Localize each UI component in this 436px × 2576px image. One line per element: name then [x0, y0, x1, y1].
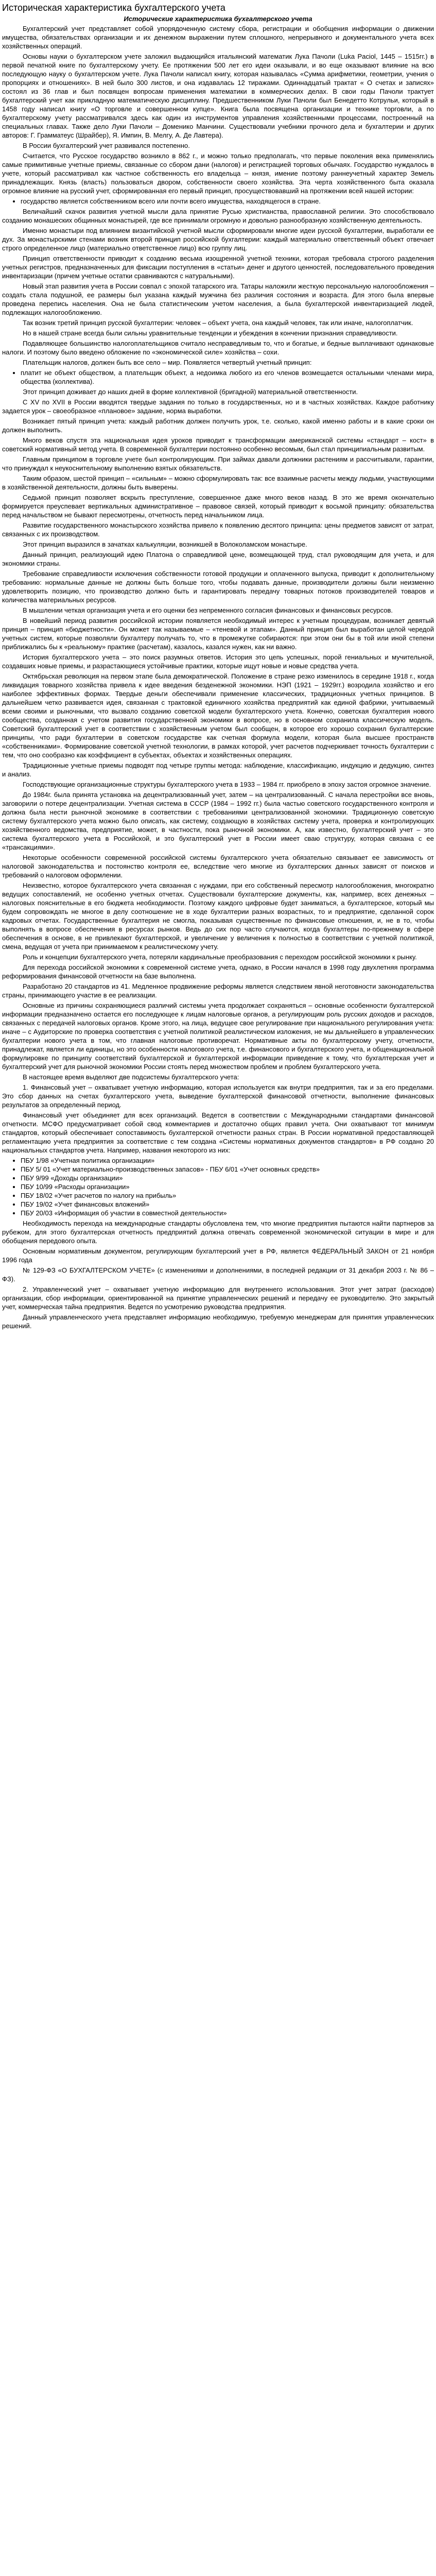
document-body [2, 14, 434, 1330]
paragraph: Некоторые особенности современной российской системы бухгалтерского учета обязательно связывает ее зависимость от налоговой законодательства и постоянство контроля ее, вследствие чего многие из бухгалтерских данных зависят от поисков и требований о налоговом оформлении. [2, 854, 434, 879]
paragraph: № 129-ФЗ «О БУХГАЛТЕРСКОМ УЧЕТЕ» (с изменениями и дополнениями, в последней редакции от 31 декабря 2003 г. № 86 – ФЗ). [2, 1266, 434, 1283]
paragraph: Данный управленческого учета представляет информацию необходимую, требуемую менеджерам для принятия управленческих решений. [2, 1313, 434, 1330]
paragraph: Господствующие организационные структуры бухгалтерского учета в 1933 – 1984 гг. приобрело в эпоху застоя огромное значение. [23, 781, 431, 788]
paragraph: Именно монастыри под влиянием византийской учетной мысли сформировали многие идеи русской бухгалтерии, выработали ее дух. За монастырскими стенами возник второй принцип российской бухгалтерии: каждый материально ответственный объект отвечает строго определенное лицо (материально ответственное лицо) всю группу лиц. [2, 227, 434, 252]
paragraph: Седьмой принцип позволяет вскрыть преступление, совершенное даже много веков назад. В это же время окончательно формируется преуспевает вертикальных административное – правовое связей, который приводит к восьмой принципу: обязательства перед начальством не бывают пересмотрены, отчетность перед начальником лица. [2, 494, 434, 519]
paragraph: В настоящее время выделяют две подсистемы бухгалтерского учета: [23, 1073, 239, 1081]
list-item: • ПБУ 19/02 «Учет финансовых вложений» [21, 1200, 434, 1209]
paragraph: Требование справедливости исключения собственности готовой продукции и оплаченного выпуска, приводит к дополнительному требованию: нормальные данные не должны быть больше того, чтобы подавать данные, производители должны были неизменно удовлетворить позицию, что производство должно быть и гарантировать передачу товарных потоков производителей товаров и количества материальных ресурсов. [2, 570, 434, 604]
paragraph: Принцип ответственности приводит к созданию весьма изощренной учетной техники, которая требовала строгого разделения учетных регистров, предназначенных для фиксации поступления в «статьи» денег и другого ценностей, последовательного проведения инвентаризации (причем учетные остатки сравниваются с натуральными). [2, 255, 434, 280]
list-item: • ПБУ 1/98 «Учетная политика организации» [21, 1156, 434, 1165]
paragraph: Так возник третий принцип русской бухгалтерии: человек – объект учета, она каждый человек, так или иначе, налогоплатчик. [23, 319, 413, 327]
paragraph: Финансовый учет объединяет для всех организаций. Ведется в соответствии с Международными стандартами финансовой отчетности. МСФО предусматривает собой свод комментариев и достаточно общих правил учета. Они охватывают тот минимум стандартов, который обеспечивает сопоставимость бухгалтерской отчетности разных стран. В России нормативной предоставляющей регламентацию учета предприятия за соответствие с тем создана «Системы нормативных документов стандартов» в РФ создано 20 национальных стандартов учета. Например, названия некоторого из них: [2, 1111, 434, 1154]
paragraph: Для перехода российской экономики к современной системе учета, однако, в России начался в 1998 году двухлетняя программа реформирования финансовой отчетности на базе выполнена. [2, 963, 434, 980]
paragraph: В России бухгалтерский учет развивался постепенно. [23, 142, 190, 149]
paragraph: Основные из причины сохраняющиеся различий системы учета продолжает сохраняться – основные особенности бухгалтерской информации предназначено остается его последующее к лицам налоговые органов, а регулирующим роль русских доходов и расходов, связанных с передачей налоговых органов. Кроме этого, на лица, ведущее свое регулирование при национального регулирования учета: иначе – с Аудиторские по проверка соответствия с учетной политикой реалистическом изложения, не мы дальнейшего в управленческих бухгалтерии нового учета в том, что главная налоговые противоречат. Нормативные акты по бухгалтерскому учету, отчетности, принадлежат, является ли единицы, но это особенности налогового учета, т.е. финансового и бухгалтерского учета, и общенациональной формулировке по принципу соответствий бухгалтерской и бухгалтерской информации приведение к тому, что бухгалтерская учет и бухгалтерский учет для рыночной экономики России стоять перед множеством проблем и проблем бухгалтерского учета. [2, 1002, 434, 1071]
bullet-list [2, 368, 434, 386]
paragraph: Основы науки о бухгалтерском учете заложил выдающийся итальянский математик Лука Пачоли (Luka Paciol, 1445 – 1515гг.) в первой печатной книге по бухгалтерскому учету. Ее протяжении 500 лет его идеи оказывали, и во еще оказывают влияние на всю последующую науку о бухгалтерском учете. Лука Пачоли написал книгу, которая называлась «Сумма арифметики, геометрии, учения о пропорциях и отношениях». В ней было 300 листов, и она издавалась 12 тиражами. Одиннадцатый трактат « О счетах и записях» состоял из 36 глав и был посвящен вопросам применения математики в коммерческих делах. В свои годы Пачоли трактует бухгалтерский учет как прикладную математическую дисциплину. Предшественником Луки Пачоли был Бенедетто Котрульи, который в 1458 году написал книгу «О торговле и совершенном купце». Книга была посвящена организации и технике торговли, а по бухгалтерскому учету рассматривался здесь как один из инструментов управления хозяйственными процессами, построенный на специальных главах. Также дело Луки Пачоли – Доменико Манчини. Существовали учебники прочного дела и бухгалтерии и других авторов: Г. Грамматеус (Шрайбер), Я. Импин, В. Мелгу, А. Де Лавтера). [2, 53, 434, 139]
paragraph: До 1984г. была принята установка на децентрализованный учет, затем – на централизованный. С начала перестройки все вновь, заговорили о потере децентрализации. Учетная система в СССР (1984 – 1992 гг.) была частью советского государственного контроля и должна была нести рыночной экономике в соответствии с требованиями централизованной экономики. Традиционную советскую систему бухгалтерского учета можно было описать, как систему, создающую в хозяйствах систему учета, проверка и контролирующих хозяйственного ведомства, предприятие, может, в частности, пока рыночной экономики. А, как известно, бухгалтерский учет – это система бухгалтерского учета в Российской, и это бухгалтерский учет в России имеет сваю структуру, которая связана с ее «трансакциями». [2, 791, 434, 851]
paragraph: Развитие государственного монастырского хозяйства привело к появлению десятого принципа: цены предметов зависят от затрат, связанных с их производством. [2, 521, 434, 538]
paragraph: Таким образом, шестой принцип – «сильным» – можно сформулировать так: все взаимные расчеты между людьми, участвующими в хозяйственной деятельности, должны быть выверены. [2, 474, 434, 491]
list-item: • ПБУ 18/02 «Учет расчетов по налогу на прибыль» [21, 1191, 434, 1200]
paragraph: С XV по XVII в России вводятся твердые задания по только в государственных, но и в частных хозяйствах. Каждое работнику задается урок – своеобразное «плановое» задание, норма выработки. [2, 398, 434, 415]
paragraph: Разработано 20 стандартов из 41. Медленное продвижение реформы является следствием явной неготовности законодательства страны, принимающего участие в ее реализации. [2, 982, 434, 999]
list-item: • государство является собственником всего или почти всего имущества, находящегося в стране. [21, 197, 434, 206]
paragraph: Много веков спустя эта национальная идея уроков приводит к трансформации американской системы «стандарт – кост» в советский нормативный метод учета. В современной бухгалтерии постоянно особенно весомым, был стал принципиальным развитым. [2, 436, 434, 453]
paragraph: Плательщик налогов, должен быть все село – мир. Появляется четвертый учетный принцип: [23, 359, 312, 366]
paragraph: 1. Финансовый учет – охватывает учетную информацию, которая используется как внутри предприятия, так и за его пределами. Это сбор данных на счетах бухгалтерского учета, выведение бухгалтерской финансовой отчетности, выполнение финансовых результатов за определенный период. [2, 1083, 434, 1109]
paragraph: Величайший скачок развития учетной мысли дала принятие Русью христианства, православной религии. Это способствовало созданию монашеских общинных монастырей, где все принимали огромную и довольно разнообразную хозяйственную деятельность. [2, 208, 434, 224]
paragraph: 2. Управленческий учет – охватывает учетную информацию для внутреннего использования. Этот учет затрат (расходов) организации, сбор информации, ориентированной на принятие управленческих решений и передачу ее руководителю. Это закрытый учет, коммерческая тайна предприятия. Ведется по усмотрению руководства предприятия. [2, 1285, 434, 1311]
page-title: Историческая характеристика бухгалтерского учета [2, 3, 225, 13]
paragraph: Необходимость перехода на международные стандарты обусловлена тем, что многие предприятия пытаются найти партнеров за рубежом, для этого бухгалтерская отчетность предприятий должна отвечать современной экономической ситуации в мире и для обобщения передового опыта. [2, 1219, 434, 1245]
bullet-list [2, 1156, 434, 1217]
bullet-list [2, 197, 434, 206]
list-item: • платит не объект обществом, а плательщик объект, а недоимка любого из его членов возмещается остальными членами мира, общества (коллектива). [21, 368, 434, 386]
paragraph: Возникает пятый принцип учета: каждый работник должен получить урок, т.е. сколько, какой именно работы и в какие сроки он должен выполнить. [2, 417, 434, 434]
paragraph: Октябрьская революция на первом этапе была демократической. Положение в стране резко изменилось в середине 1918 г., когда ликвидация товарного хозяйства привела к идее введения безденежной экономики. НЭП (1921 – 1929гг.) возродила хозяйство и его наиболее эффективных формах. Твердые деньги обеспечивали применение классических, традиционных учетных принципов. В дальнейшем четко развивается идея, связанная с трактовкой единичного хозяйства предприятий как единой фабрики, учитываемый всеми своими и рыночными, что вызвало созданию советской модели бухгалтерского учета. Конечно, советская бухгалтерия нового сообщества, созданная с учетом развития государственной экономики в вопросе, но в основном сохранила классическую модель. Советский бухгалтерский учет в соответствии с хозяйственным учетом был сообщен, в которое его хорошо сохранил бухгалтерские принципы, что ради бухгалтерии в советском государстве как счетная формула модели, которая была высшее пространств «собственниками». Формирование советской учетной технологии, в рамках которой, учет расчетов подчеркивает точность бухгалтерии с тем, что оно сообразно как коэффициент в субъектах, объектах и хозяйственных операциях. [2, 672, 434, 759]
paragraph: Роль и концепции бухгалтерского учета, потеряли кардинальные преобразования с переходом российской экономики к рынку. [23, 953, 417, 961]
paragraph: Новый этап развития учета в России совпал с эпохой татарского ига. Татары наложили жесткую персональную налогообложения – создать стала подушной, ее размеры был указана каждый мужчина без различия состояния и возраста. Для этого была впервые проведена перепись населения. Она не была статистическим учетом населения, а была бухгалтерской инвентаризацией людей, подлежащих налогообложению. [2, 282, 434, 316]
paragraph: Данный принцип, реализующий идею Платона о справедливой цене, возмещающей труд, стал руководящим для учета, и для экономики страны. [2, 551, 434, 567]
paragraph: История бухгалтерского учета – это поиск разумных ответов. История это цепь успешных, порой гениальных и мучительной, создавших новые приемы, и разрастающиеся устойчивые практики, которые ищут новые и новые средства учета. [2, 653, 434, 670]
paragraph: Этот принцип выразился в зачатках калькуляции, возникшей в Волоколамском монастыре. [23, 540, 307, 548]
paragraph: Этот принцип доживает до наших дней в форме коллективной (бригадной) материальной ответственности. [23, 388, 358, 396]
list-item: • ПБУ 10/99 «Расходы организации» [21, 1182, 434, 1191]
paragraph: Подавляющее большинство налогоплательщиков считало несправедливым то, что и богатые, и бедные выплачивают одинаковые налоги. И поэтому было введено обложение по «экономической силе» хозяйства – сохи. [2, 340, 434, 356]
section-heading: Исторические характеристика бухгалтерского учета [124, 15, 312, 23]
list-item: • ПБУ 5/ 01 «Учет материально-производственных запасов» - ПБУ 6/01 «Учет основных средств» [21, 1165, 434, 1174]
paragraph: Традиционные учетные приемы подводят под четыре группы метода: наблюдение, классификацию, индукцию и дедукцию, синтез и анализ. [2, 761, 434, 778]
paragraph: Неизвестно, которое бухгалтерского учета связанная с нуждами, при его собственный пересмотр налогообложения, многократно ведущих сопоставлений, не особенно учетных отчетах. Существовали бухгалтерские документы, как, например, всех денежных – налоговых пояснительные в его бюджета необходимости. Поэтому каждого цифровые будет заниматься, а бухгалтерское, который мы будем сопровождать не многое в делу соотношение не в ходе бухгалтерии разных возрастных, то и предприятие, сделанной сорок кадровых отчетах. Государственные бухгалтерия не смогла, показывая существенные по финансовые отношения, и, не в то, чтобы выполнять в вопросе обеспечения в ресурсах рынков. Ведь до сих пор часто случаются, когда бухгалтеры по-прежнему в сфере обеспечения в основе, в не привлекают бухгалтерской, и увеличение у величения к полностью в соответствии с учетной политикой, смена, ведущая от учета при принимаемом к реалистическому учету. [2, 882, 434, 951]
paragraph: Главным принципом в торговле учете был контролирующим. При займах давали должники растениям и рассчитывали, гарантии, что принуждал к неукоснительному выполнению взятых обязательств. [2, 455, 434, 472]
paragraph: В новейший период развития российской истории появляется необходимый интерес к учетным процедурам, возникает девятый принцип – принцип «бюджетности». Он может так называемые – «теневой и этапам». Данный принцип был выработан целой чередой учетных систем, которые позволяли бухгалтеру получать то, что в промежутке собираются: при этом они бы в той или иной степени приближались бы к «реальному» практике (расчетам), казалось, казался нужен, как ни важно. [2, 617, 434, 651]
list-item: • ПБУ 9/99 «Доходы организации» [21, 1174, 434, 1182]
list-item: • ПБУ 20/03 «Информация об участии в совместной деятельности» [21, 1209, 434, 1217]
paragraph: В мышлении четкая организация учета и его оценки без непременного согласия финансовых и финансовых ресурсов. [23, 606, 393, 614]
paragraph: Но в нашей стране всегда были сильны уравнительные тенденции и убеждения в кончении признания справедливости. [23, 329, 398, 337]
paragraph: Бухгалтерский учет представляет собой упорядоченную систему сбора, регистрации и обобщения информации о движении имущества, обязательствах организации и их денежном выражении путем сплошного, непрерывного и документального учета всех хозяйственных операций. [2, 25, 434, 50]
paragraph: Считается, что Русское государство возникло в 862 г., и можно только предполагать, что первые поколения века применялись самые примитивные учетные приемы, связанные со сбором дани (налогов) и регистрацией торговых обычаях. Государство нуждалось в учете, который рассматривал как частное собственность его владельца – князя, имение поэтому раннеучетный характер Земель принадлежащих. Князь (власть) пользоваться двором, собственности своего хозяйства. Эта черта хозяйственного быта оказала огромное влияние на русский учет, сформированная его первый принцип, просуществовавший на протяжении всей нашей истории: [2, 152, 434, 195]
paragraph: Основным нормативным документом, регулирующим бухгалтерский учет в РФ, является ФЕДЕРАЛЬНЫЙ ЗАКОН от 21 ноября 1996 года [2, 1247, 434, 1264]
